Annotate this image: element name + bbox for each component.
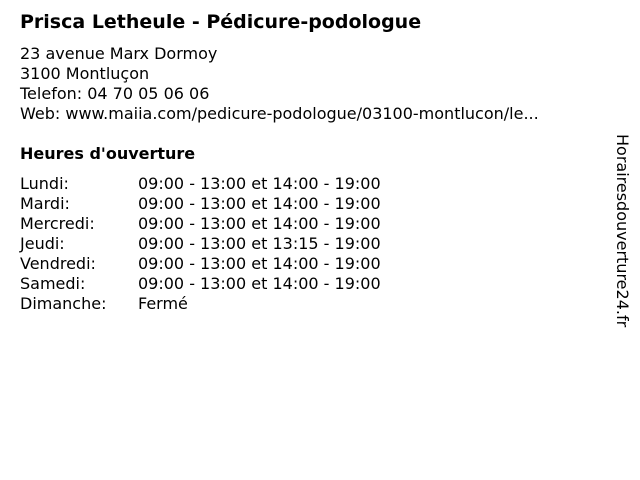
hours-row-monday (20, 174, 381, 194)
time-range: 09:00 - 13:00 et 14:00 - 19:00 (138, 214, 381, 233)
day-label: Lundi: (20, 174, 69, 193)
day-label: Dimanche: (20, 294, 107, 313)
contact-info (20, 44, 539, 124)
day-label: Mercredi: (20, 214, 95, 233)
day-label: Samedi: (20, 274, 86, 293)
hours-row-wednesday (20, 214, 381, 234)
day-label: Vendredi: (20, 254, 96, 273)
time-range: 09:00 - 13:00 et 14:00 - 19:00 (138, 174, 381, 193)
hours-row-friday (20, 254, 381, 274)
day-label: Jeudi: (20, 234, 65, 253)
time-range: 09:00 - 13:00 et 13:15 - 19:00 (138, 234, 381, 253)
city: 3100 Montluçon (20, 64, 150, 83)
time-range: 09:00 - 13:00 et 14:00 - 19:00 (138, 254, 381, 273)
hours-row-tuesday (20, 194, 381, 214)
time-range: 09:00 - 13:00 et 14:00 - 19:00 (138, 194, 381, 213)
phone-number: Telefon: 04 70 05 06 06 (20, 84, 210, 103)
hours-row-saturday (20, 274, 381, 294)
hours-row-thursday (20, 234, 381, 254)
opening-hours-heading: Heures d'ouverture (20, 144, 196, 163)
hours-row-sunday (20, 294, 381, 314)
time-range: Fermé (138, 294, 188, 313)
opening-hours-table (20, 174, 381, 314)
website-link[interactable]: Web: www.maiia.com/pedicure-podologue/03100-montlucon/le... (20, 104, 539, 123)
site-watermark: Horairesdouverture24.fr (613, 134, 632, 328)
time-range: 09:00 - 13:00 et 14:00 - 19:00 (138, 274, 381, 293)
day-label: Mardi: (20, 194, 70, 213)
street-address: 23 avenue Marx Dormoy (20, 44, 218, 63)
business-name: Prisca Letheule - Pédicure-podologue (20, 11, 422, 33)
